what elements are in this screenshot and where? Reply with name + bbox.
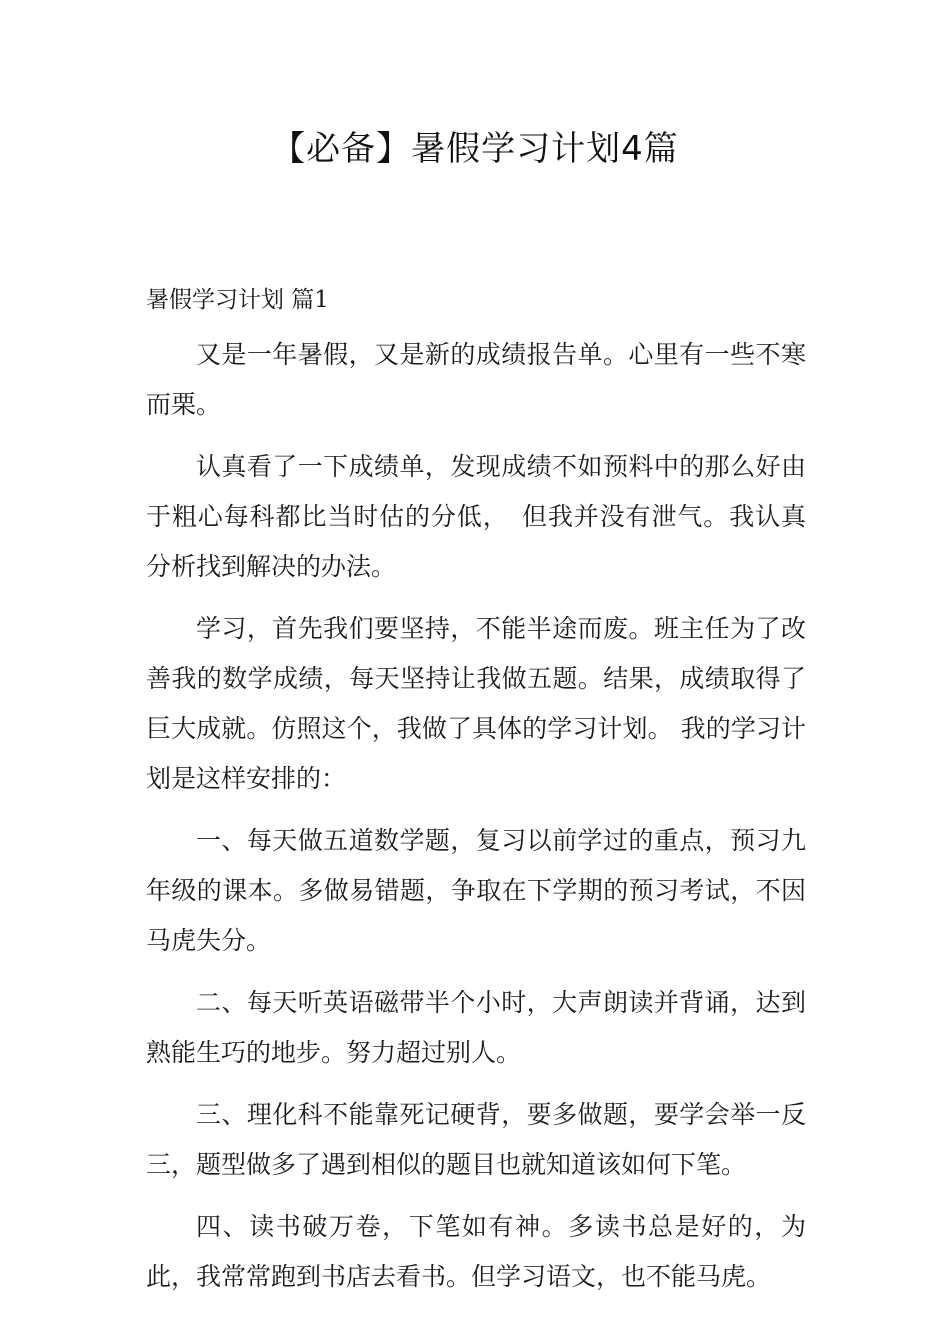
document-body bbox=[146, 330, 806, 1314]
section-heading: 暑假学习计划 篇1 bbox=[146, 287, 329, 313]
paragraph: 又是一年暑假，又是新的成绩报告单。心里有一些不寒而栗。 bbox=[146, 340, 806, 419]
paragraph: 认真看了一下成绩单，发现成绩不如预料中的那么好由于粗心每科都比当时估的分低， 但我并没有泄气。我认真分析找到解决的办法。 bbox=[146, 452, 806, 581]
paragraph: 学习，首先我们要坚持，不能半途而废。班主任为了改善我的数学成绩，每天坚持让我做五题。结果，成绩取得了巨大成就。仿照这个，我做了具体的学习计划。 我的学习计划是这样安排的： bbox=[146, 614, 806, 793]
paragraph: 四、读书破万卷，下笔如有神。多读书总是好的，为此，我常常跑到书店去看书。但学习语文，也不能马虎。 bbox=[146, 1212, 806, 1291]
paragraph: 二、每天听英语磁带半个小时，大声朗读并背诵，达到熟能生巧的地步。努力超过别人。 bbox=[146, 988, 806, 1067]
document-title: 【必备】暑假学习计划4篇 bbox=[271, 129, 679, 169]
paragraph: 三、理化科不能靠死记硬背，要多做题，要学会举一反三，题型做多了遇到相似的题目也就知道该如何下笔。 bbox=[146, 1100, 806, 1179]
paragraph: 一、每天做五道数学题，复习以前学过的重点，预习九年级的课本。多做易错题，争取在下学期的预习考试，不因马虎失分。 bbox=[146, 826, 806, 955]
